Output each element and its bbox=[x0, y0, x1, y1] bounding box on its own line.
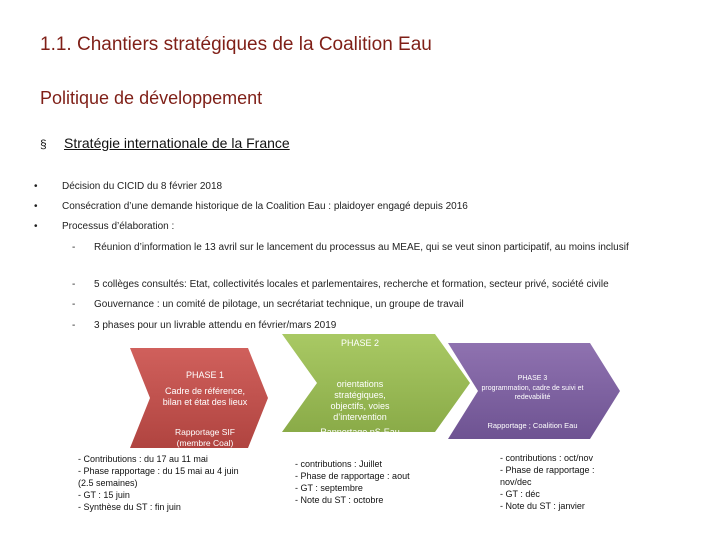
bullet-text: Décision du CICID du 8 février 2018 bbox=[62, 181, 223, 192]
dash-bullet-icon: - bbox=[72, 299, 76, 310]
detail-line: - Synthèse du ST : fin juin bbox=[78, 502, 181, 512]
detail-line: - Phase rapportage : du 15 mai au 4 juin (2.5 semaines) bbox=[78, 466, 239, 488]
phase-2-details bbox=[295, 458, 445, 506]
detail-line: - GT : 15 juin bbox=[78, 490, 130, 500]
page-subtitle: Politique de développement bbox=[40, 88, 263, 108]
section-heading-label: Stratégie internationale de la France bbox=[64, 135, 290, 151]
phase-2-report: Rapportage pS-Eau bbox=[320, 427, 400, 437]
dash-bullet-icon: - bbox=[72, 242, 76, 253]
detail-line: - contributions : oct/nov bbox=[500, 453, 594, 463]
detail-line: - Phase de rapportage : aout bbox=[295, 471, 410, 481]
phase-3-description: programmation, cadre de suivi et redevabilité bbox=[481, 385, 584, 401]
phase-1-report: Rapportage SIF (membre Coal) bbox=[174, 427, 235, 448]
detail-line: - Note du ST : janvier bbox=[500, 501, 585, 511]
detail-line: - contributions : Juillet bbox=[295, 459, 383, 469]
square-bullet-icon: § bbox=[40, 137, 47, 151]
detail-line: - Contributions : du 17 au 11 mai bbox=[78, 454, 208, 464]
bullet-dot-icon: • bbox=[34, 221, 38, 232]
bullet-text: Processus d’élaboration : bbox=[62, 221, 175, 232]
phase-1-label: PHASE 1 bbox=[185, 370, 225, 380]
phase-3-report: Rapportage ; Coalition Eau bbox=[487, 421, 578, 430]
detail-line: - GT : septembre bbox=[295, 483, 363, 493]
detail-line: - Phase de rapportage : nov/dec bbox=[500, 465, 595, 487]
bullet-dot-icon: • bbox=[34, 201, 38, 212]
phase-2-description: orientations stratégiques, objectifs, voies d’intervention bbox=[330, 379, 390, 422]
phase-3-label: PHASE 3 bbox=[517, 375, 548, 382]
phase-1-description: Cadre de référence, bilan et état des lieux bbox=[162, 386, 248, 407]
phase-2-label: PHASE 2 bbox=[340, 338, 380, 348]
dash-bullet-icon: - bbox=[72, 279, 76, 290]
sub-bullet-text: Gouvernance : un comité de pilotage, un secrétariat technique, un groupe de travail bbox=[94, 299, 464, 310]
detail-line: - GT : déc bbox=[500, 489, 540, 499]
phase-3-details bbox=[500, 452, 615, 512]
sub-bullet-text: 3 phases pour un livrable attendu en février/mars 2019 bbox=[94, 320, 337, 331]
bullet-text: Consécration d’une demande historique de la Coalition Eau : plaidoyer engagé depuis 2016 bbox=[62, 201, 468, 212]
sub-bullet-text: 5 collèges consultés: Etat, collectivités locales et parlementaires, recherche et formation, secteur privé, société civile bbox=[94, 279, 609, 290]
phase-1-details bbox=[78, 453, 248, 513]
bullet-dot-icon: • bbox=[34, 181, 38, 192]
sub-bullet-text: Réunion d’information le 13 avril sur le lancement du processus au MEAE, qui se veut sinon participatif, au moins inclusif bbox=[94, 242, 629, 253]
dash-bullet-icon: - bbox=[72, 320, 76, 331]
detail-line: - Note du ST : octobre bbox=[295, 495, 384, 505]
page-title: 1.1. Chantiers stratégiques de la Coalition Eau bbox=[40, 34, 432, 55]
